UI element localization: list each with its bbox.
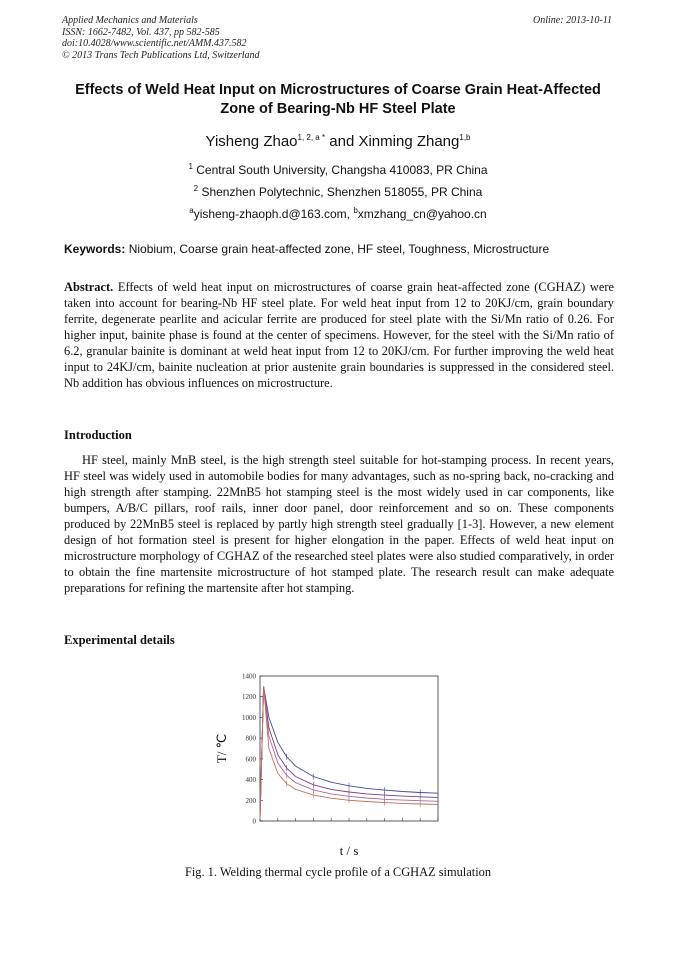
keywords (64, 242, 616, 256)
affiliation-1-num: 1 (188, 162, 193, 171)
y-tick-label: 800 (245, 734, 256, 743)
affiliation-2-text: Shenzhen Polytechnic, Shenzhen 518055, PR China (201, 185, 483, 199)
email-a[interactable]: yisheng-zhaoph.d@163.com, (193, 207, 354, 221)
author-1: Yisheng Zhao (205, 133, 298, 150)
affiliation-1-text: Central South University, Changsha 410083, PR China (196, 163, 488, 177)
journal-name: Applied Mechanics and Materials (62, 15, 198, 26)
abstract (64, 279, 614, 391)
author-line (62, 133, 614, 150)
affiliation-2 (62, 185, 614, 199)
figure-1 (210, 664, 450, 864)
y-tick-label: 0 (252, 817, 256, 826)
keywords-text: Niobium, Coarse grain heat-affected zone, HF steel, Toughness, Microstructure (125, 242, 550, 256)
author-2: Xinming Zhang (358, 133, 460, 150)
figure-caption: Fig. 1. Welding thermal cycle profile of a CGHAZ simulation (184, 865, 492, 879)
y-tick-label: 1400 (242, 672, 256, 681)
email-b-sup: b (353, 206, 358, 215)
y-tick-label: 200 (245, 796, 256, 805)
abstract-text: Effects of weld heat input on microstructures of coarse grain heat-affected zone (CGHAZ) were taken into account for bearing-Nb HF steel plate. For weld heat input from 12 to 20KJ/cm, grain boundary ferrite, degenerate pearlite and acicular ferrite are produced for steel plate with the Si/Mn ratio of 0.26. For higher input, bainite phase is found at the center of specimens. However, for the steel with the Si/Mn ratio of 6.2, granular bainite is dominant at weld heat input from 12 to 20KJ/cm. For further improving the weld heat input to 24KJ/cm, bainite nucleation at prior austenite grain boundaries is suppressed in the considered steel. Nb addition has obvious influences on microstructure. (64, 280, 614, 390)
affiliation-1 (62, 163, 614, 177)
experimental-heading: Experimental details (64, 633, 175, 647)
y-tick-label: 1000 (242, 713, 256, 722)
x-axis-label: t / s (339, 843, 359, 858)
online-date: Online: 2013-10-11 (533, 15, 612, 26)
copyright-line: © 2013 Trans Tech Publications Ltd, Switzerland (62, 49, 260, 61)
email-a-sup: a (189, 206, 194, 215)
y-tick-label: 600 (245, 755, 256, 764)
email-b[interactable]: xmzhang_cn@yahoo.cn (357, 207, 487, 221)
doi-line: doi:10.4028/www.scientific.net/AMM.437.582 (62, 38, 247, 49)
thermal-cycle-chart (210, 664, 450, 864)
y-axis-label: T/ ℃ (214, 733, 229, 764)
issn-line: ISSN: 1662-7482, Vol. 437, pp 582-585 (62, 26, 220, 38)
journal-header (62, 15, 260, 61)
author-and: and (325, 133, 359, 150)
author-1-affil: 1, 2, a * (297, 133, 326, 142)
introduction-heading: Introduction (64, 428, 132, 442)
author-2-affil: 1,b (459, 133, 471, 142)
y-tick-label: 400 (245, 776, 256, 785)
email-line (62, 207, 614, 221)
paper-title: Effects of Weld Heat Input on Microstructures of Coarse Grain Heat-Affected Zone of Bearing-Nb HF Steel Plate (75, 82, 601, 117)
keywords-label: Keywords: (64, 242, 126, 256)
abstract-label: Abstract. (64, 280, 114, 294)
affiliation-2-num: 2 (193, 184, 199, 193)
introduction-text: HF steel, mainly MnB steel, is the high strength steel suitable for hot-stamping process. In recent years, HF steel was widely used in automobile bodies for many advantages, such as no-spring back, no-cracking and high strength after stamping. 22MnB5 hot stamping steel is the most widely used in car components, like bumpers, A/B/C pillars, roof rails, inner door panel, door reinforcement and so on. These components produced by 22MnB5 steel is replaced by partly high strength steel gradually [1-3]. However, a new element design of hot formation steel is present for higher elongation in the paper. Effects of weld heat input on microstructure morphology of CGHAZ of the researched steel plates were also studied comparatively, in order to obtain the fine martensite microstructure of hot stamped plate. The research result can make adequate preparations for refining the martensite after hot stamping. (64, 453, 614, 595)
y-tick-label: 1200 (242, 693, 256, 702)
